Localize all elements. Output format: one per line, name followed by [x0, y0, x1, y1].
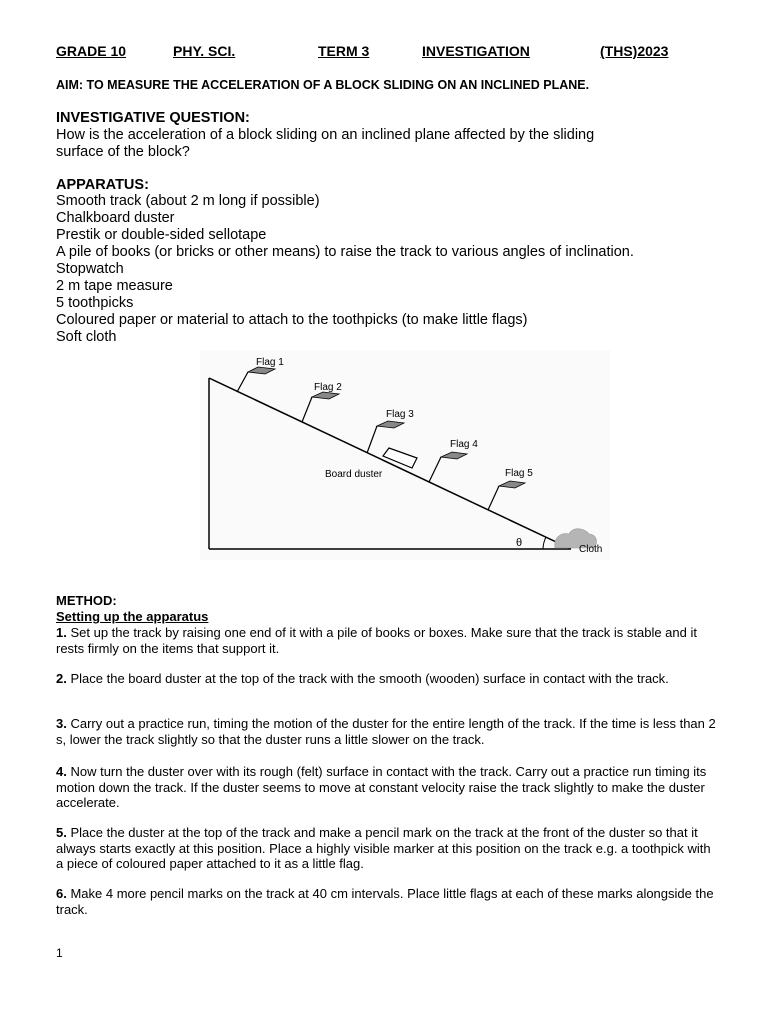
page-number: 1	[56, 946, 63, 960]
inclined-plane-diagram	[195, 350, 615, 565]
apparatus-item: 2 m tape measure	[56, 278, 173, 294]
step-number: 1.	[56, 625, 67, 640]
step-number: 3.	[56, 716, 67, 731]
method-step-1	[56, 625, 716, 656]
header-grade: GRADE 10	[56, 43, 127, 59]
header-school-year: (THS)2023	[600, 43, 669, 59]
apparatus-item: 5 toothpicks	[56, 295, 134, 311]
step-text: Make 4 more pencil marks on the track at 40 cm intervals. Place little flags at each of these marks alongside the track.	[56, 886, 714, 917]
step-number: 2.	[56, 671, 67, 686]
apparatus-item: Stopwatch	[56, 261, 124, 277]
method-step-2	[56, 671, 716, 687]
apparatus-item: Smooth track (about 2 m long if possible)	[56, 193, 320, 209]
apparatus-item: Coloured paper or material to attach to the toothpicks (to make little flags)	[56, 312, 528, 328]
step-text: Place the duster at the top of the track and make a pencil mark on the track at the front of the duster so that it always starts exactly at this position. Place a highly visible marker at this position on the track e.g. a toothpick with a piece of coloured paper attached to it as a little flag.	[56, 825, 711, 871]
flag-1-label: Flag 1	[256, 357, 284, 368]
method-step-3	[56, 716, 716, 747]
step-text: Set up the track by raising one end of it with a pile of books or boxes. Make sure that the track is stable and it rests firmly on the items that support it.	[56, 625, 697, 656]
step-text: Now turn the duster over with its rough (felt) surface in contact with the track. Carry out a practice run timing its motion down the track. If the duster seems to move at constant velocity raise the track slightly to make the duster accelerate.	[56, 764, 707, 810]
apparatus-item: Chalkboard duster	[56, 210, 175, 226]
board-duster-label: Board duster	[325, 469, 383, 480]
step-text: Place the board duster at the top of the track with the smooth (wooden) surface in contact with the track.	[70, 671, 669, 686]
aim-statement: AIM: TO MEASURE THE ACCELERATION OF A BLOCK SLIDING ON AN INCLINED PLANE.	[56, 78, 590, 92]
investigative-question-line-1: How is the acceleration of a block sliding on an inclined plane affected by the sliding	[56, 127, 595, 143]
header-subject: PHY. SCI.	[173, 43, 236, 59]
flag-4-label: Flag 4	[450, 439, 478, 450]
apparatus-list	[56, 193, 634, 346]
apparatus-item: Soft cloth	[56, 329, 117, 345]
angle-theta-label: θ	[516, 537, 523, 549]
method-heading: METHOD:	[56, 593, 117, 608]
step-number: 5.	[56, 825, 67, 840]
method-step-4	[56, 764, 716, 811]
flag-3-label: Flag 3	[386, 409, 414, 420]
step-number: 6.	[56, 886, 67, 901]
method-subheading: Setting up the apparatus	[56, 609, 209, 624]
cloth-label: Cloth	[579, 544, 603, 555]
method-step-6	[56, 886, 716, 917]
apparatus-heading: APPARATUS:	[56, 177, 149, 193]
investigative-question-line-2: surface of the block?	[56, 144, 190, 160]
investigative-question-heading: INVESTIGATIVE QUESTION:	[56, 110, 250, 126]
apparatus-item: Prestik or double-sided sellotape	[56, 227, 267, 243]
flag-5-label: Flag 5	[505, 468, 533, 479]
apparatus-item: A pile of books (or bricks or other means) to raise the track to various angles of inclination.	[56, 244, 634, 260]
step-number: 4.	[56, 764, 67, 779]
method-step-5	[56, 825, 716, 872]
flag-2-label: Flag 2	[314, 382, 342, 393]
header-term: TERM 3	[318, 43, 370, 59]
step-text: Carry out a practice run, timing the motion of the duster for the entire length of the track. If the time is less than 2 s, lower the track slightly so that the duster runs a little slower on the track.	[56, 716, 716, 747]
header-task: INVESTIGATION	[422, 43, 530, 59]
